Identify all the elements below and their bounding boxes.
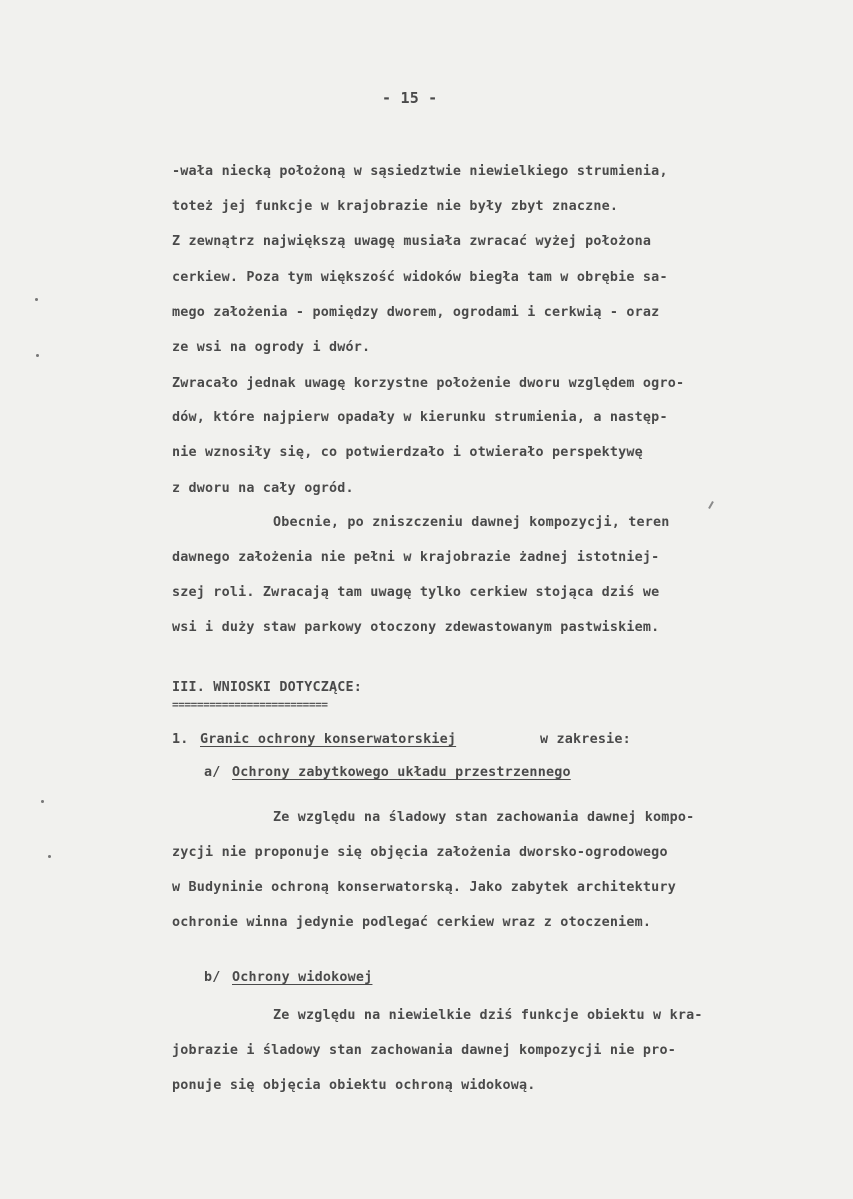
paragraph-a-line-3: w Budyninie ochroną konserwatorską. Jako zabytek architektury — [172, 880, 676, 895]
paragraph-1-line-5: mego założenia - pomiędzy dworem, ogrodami i cerkwią - oraz — [172, 305, 660, 320]
paragraph-2-line-1: Zwracało jednak uwagę korzystne położenie dworu względem ogro- — [172, 376, 685, 391]
paragraph-a-line-1: Ze względu na śladowy stan zachowania dawnej kompo- — [273, 810, 695, 825]
paragraph-1-line-6: ze wsi na ogrody i dwór. — [172, 340, 371, 355]
paragraph-3-line-2: dawnego założenia nie pełni w krajobrazie żadnej istotniej- — [172, 550, 660, 565]
section-heading: III. WNIOSKI DOTYCZĄCE: — [172, 680, 363, 695]
item-b-title: Ochrony widokowej — [232, 970, 373, 985]
paragraph-1-line-3: Z zewnątrz największą uwagę musiała zwracać wyżej położona — [172, 234, 652, 249]
paragraph-a-line-2: zycji nie proponuje się objęcia założenia dworsko-ogrodowego — [172, 845, 668, 860]
scan-speck — [35, 298, 38, 301]
paragraph-1-line-4: cerkiew. Poza tym większość widoków biegła tam w obrębie sa- — [172, 270, 668, 285]
paragraph-2-line-3: nie wznosiły się, co potwierdzało i otwierało perspektywę — [172, 445, 643, 460]
pen-mark — [708, 501, 714, 509]
section-heading-underline: ========================= — [172, 698, 328, 711]
paragraph-b-line-3: ponuje się objęcia obiektu ochroną widokową. — [172, 1078, 536, 1093]
item-b-label: b/ — [204, 970, 221, 985]
paragraph-b-line-1: Ze względu na niewielkie dziś funkcje obiektu w kra- — [273, 1008, 703, 1023]
item-1-number: 1. — [172, 732, 189, 747]
paragraph-1-line-2: toteż jej funkcje w krajobrazie nie były zbyt znaczne. — [172, 199, 619, 214]
paragraph-3-line-4: wsi i duży staw parkowy otoczony zdewastowanym pastwiskiem. — [172, 620, 660, 635]
scan-speck — [36, 354, 39, 357]
item-a-title: Ochrony zabytkowego układu przestrzennego — [232, 765, 571, 780]
paragraph-a-line-4: ochronie winna jedynie podlegać cerkiew wraz z otoczeniem. — [172, 915, 652, 930]
page-number: - 15 - — [382, 89, 438, 107]
paragraph-1-line-1: -wała niecką położoną w sąsiedztwie niewielkiego strumienia, — [172, 164, 668, 179]
paragraph-b-line-2: jobrazie i śladowy stan zachowania dawnej kompozycji nie pro- — [172, 1043, 676, 1058]
scan-speck — [41, 800, 44, 803]
item-a-label: a/ — [204, 765, 221, 780]
item-1-title: Granic ochrony konserwatorskiej — [200, 732, 457, 747]
paragraph-3-line-1: Obecnie, po zniszczeniu dawnej kompozycji, teren — [273, 515, 670, 530]
paragraph-2-line-2: dów, które najpierw opadały w kierunku strumienia, a następ- — [172, 410, 668, 425]
paragraph-3-line-3: szej roli. Zwracają tam uwagę tylko cerkiew stojąca dziś we — [172, 585, 660, 600]
item-1-suffix: w zakresie: — [540, 732, 631, 747]
paragraph-2-line-4: z dworu na cały ogród. — [172, 481, 354, 496]
scan-speck — [48, 855, 51, 858]
